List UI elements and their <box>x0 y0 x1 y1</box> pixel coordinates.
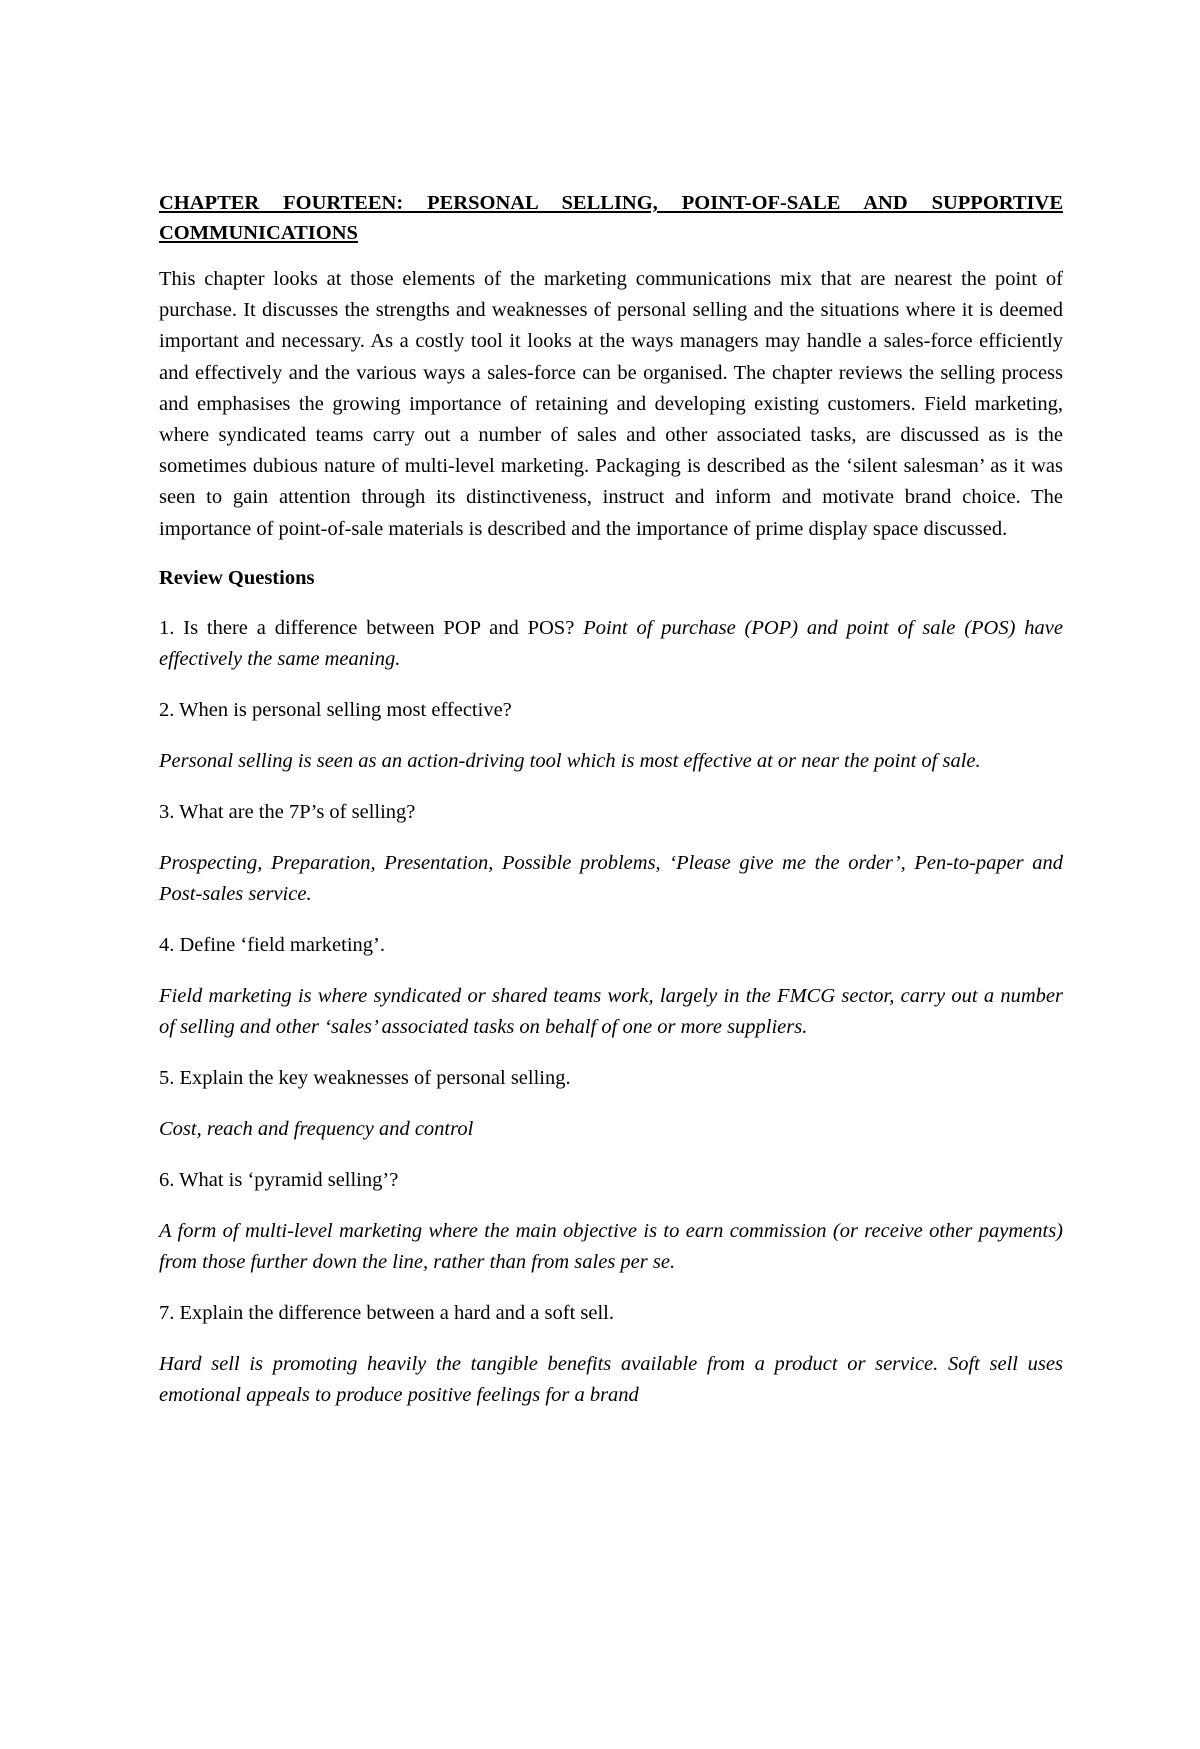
review-answer-3: Prospecting, Preparation, Presentation, Possible problems, ‘Please give me the order’, Pen-to-paper and Post-sales service. <box>159 851 1063 905</box>
review-answer-2: Personal selling is seen as an action-driving tool which is most effective at or near the point of sale. <box>159 749 981 772</box>
review-question-7: 7. Explain the difference between a hard and a soft sell. <box>159 1301 614 1324</box>
review-answer-5: Cost, reach and frequency and control <box>159 1117 474 1140</box>
question-text: 1. Is there a difference between POP and POS? <box>159 616 575 639</box>
answer-text: Point of purchase (POP) and point of sale (POS) have effectively the same meaning. <box>159 616 1064 670</box>
review-question-2: 2. When is personal selling most effective? <box>159 698 512 721</box>
page-content <box>159 188 1063 1411</box>
chapter-intro: This chapter looks at those elements of the marketing communications mix that are nearest the point of purchase. It discusses the strengths and weaknesses of personal selling and the situations where it is deemed important and necessary. As a costly tool it looks at the ways managers may handle a sales-force efficiently and effectively and the various ways a sales-force can be organised. The chapter reviews the selling process and emphasises the growing importance of retaining and developing existing customers. Field marketing, where syndicated teams carry out a number of sales and other associated tasks, are discussed as is the sometimes dubious nature of multi-level marketing. Packaging is described as the ‘silent salesman’ as it was seen to gain attention through its distinctiveness, instruct and inform and motivate brand choice. The importance of point-of-sale materials is described and the importance of prime display space discussed. <box>159 268 1063 540</box>
review-questions-heading: Review Questions <box>159 566 315 589</box>
review-question-4: 4. Define ‘field marketing’. <box>159 933 385 956</box>
review-answer-7: Hard sell is promoting heavily the tangible benefits available from a product or service. Soft sell uses emotional appeals to produce positive feelings for a brand <box>159 1352 1063 1406</box>
review-question-1 <box>159 613 1063 675</box>
review-question-5: 5. Explain the key weaknesses of personal selling. <box>159 1066 571 1089</box>
review-question-6: 6. What is ‘pyramid selling’? <box>159 1168 399 1191</box>
chapter-title: CHAPTER FOURTEEN: PERSONAL SELLING, POINT-OF-SALE AND SUPPORTIVE COMMUNICATIONS <box>159 192 1063 244</box>
review-answer-4: Field marketing is where syndicated or shared teams work, largely in the FMCG sector, carry out a number of selling and other ‘sales’ associated tasks on behalf of one or more suppliers. <box>159 984 1063 1038</box>
review-answer-6: A form of multi-level marketing where the main objective is to earn commission (or receive other payments) from those further down the line, rather than from sales per se. <box>159 1219 1063 1273</box>
review-question-3: 3. What are the 7P’s of selling? <box>159 800 416 823</box>
